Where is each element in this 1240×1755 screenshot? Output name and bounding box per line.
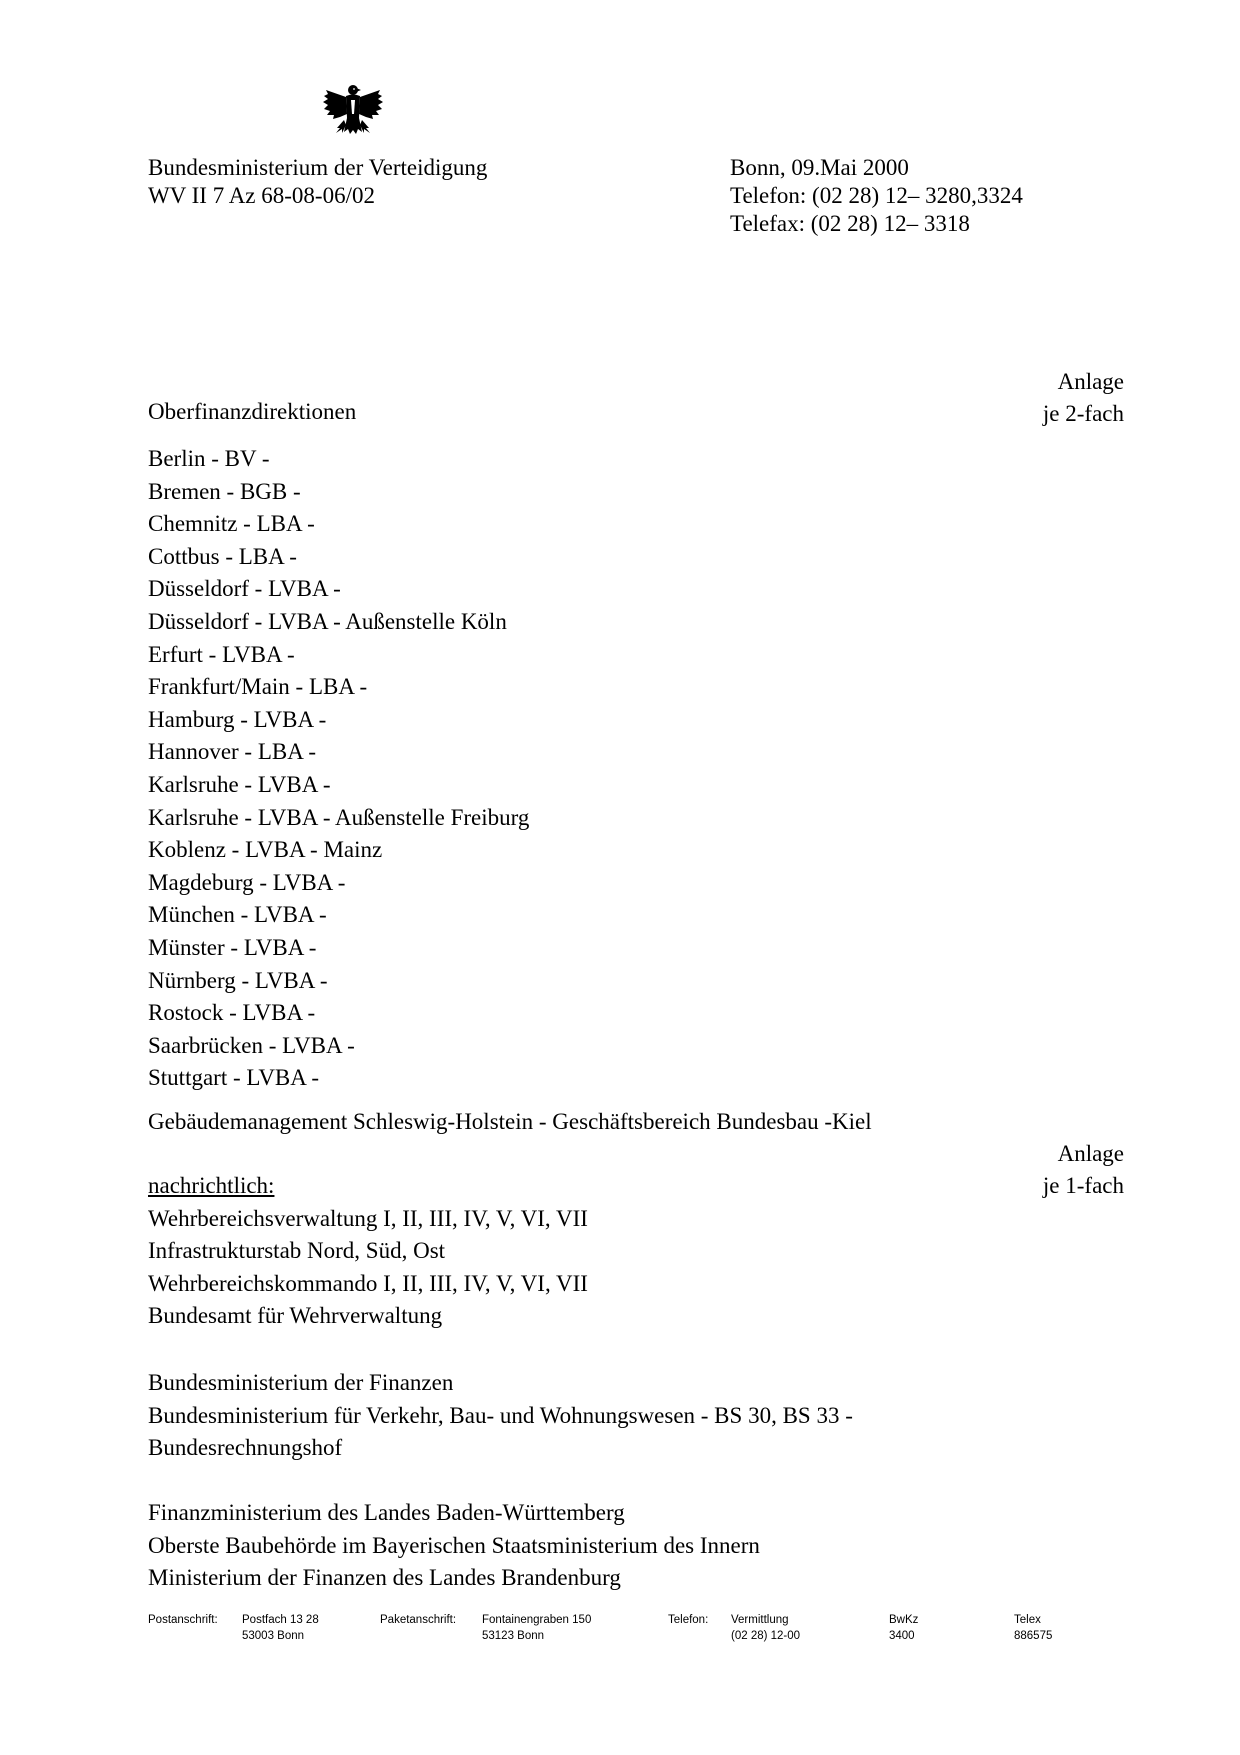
- list-item: Hannover - LBA -: [148, 739, 316, 765]
- list-item: Wehrbereichsverwaltung I, II, III, IV, V, VI, VII: [148, 1205, 588, 1231]
- list-item: Magdeburg - LVBA -: [148, 869, 346, 895]
- list-item: Düsseldorf - LVBA - Außenstelle Köln: [148, 608, 507, 634]
- recipient-extra: Gebäudemanagement Schleswig-Holstein - Geschäftsbereich Bundesbau -Kiel: [148, 1109, 872, 1134]
- list-item: Bundesrechnungshof: [148, 1435, 343, 1460]
- telefon-line: Telefon: (02 28) 12– 3280,3324: [730, 183, 1023, 208]
- postanschrift-address: [242, 1612, 319, 1644]
- paketanschrift-address: [482, 1612, 591, 1644]
- paketanschrift-line: 53123 Bonn: [482, 1630, 545, 1642]
- telefon-label: Telefon:: [668, 1614, 709, 1626]
- anlage-block-copies: [1043, 1138, 1124, 1202]
- anlage-label: Anlage: [1057, 1141, 1124, 1166]
- anlage-block-recipients: [1043, 366, 1124, 430]
- ministry-name: Bundesministerium der Verteidigung: [148, 155, 488, 180]
- telex-value: 886575: [1014, 1630, 1053, 1642]
- list-item: Infrastrukturstab Nord, Süd, Ost: [148, 1238, 446, 1263]
- anlage-count: je 1-fach: [1042, 1173, 1124, 1198]
- list-item: München - LVBA -: [148, 902, 327, 928]
- sender-block: [148, 154, 487, 210]
- list-item: Nürnberg - LVBA -: [148, 967, 328, 993]
- list-item: Bundesamt für Wehrverwaltung: [148, 1303, 443, 1328]
- list-item: Frankfurt/Main - LBA -: [148, 674, 368, 700]
- contact-block: [730, 154, 1023, 238]
- list-item: Oberste Baubehörde im Bayerischen Staatsministerium des Innern: [148, 1532, 760, 1558]
- list-item: Erfurt - LVBA -: [148, 641, 295, 667]
- postanschrift-label: Postanschrift:: [148, 1614, 218, 1626]
- list-item: Karlsruhe - LVBA -: [148, 771, 331, 797]
- anlage-count: je 2-fach: [1042, 401, 1124, 426]
- paketanschrift-label: Paketanschrift:: [380, 1614, 457, 1626]
- copies-group-states: [148, 1497, 760, 1595]
- bwkz: [889, 1612, 918, 1644]
- list-item: Finanzministerium des Landes Baden-Württemberg: [148, 1500, 625, 1525]
- place-date: Bonn, 09.Mai 2000: [730, 155, 909, 180]
- vermittlung-line: (02 28) 12-00: [731, 1630, 801, 1642]
- bundesadler-icon: [320, 80, 386, 146]
- list-item: Saarbrücken - LVBA -: [148, 1032, 355, 1058]
- vermittlung-line: Vermittlung: [731, 1614, 789, 1626]
- bwkz-value: 3400: [889, 1630, 915, 1642]
- copies-group-federal: [148, 1367, 853, 1465]
- list-item: Koblenz - LVBA - Mainz: [148, 837, 383, 863]
- recipients-title: Oberfinanzdirektionen: [148, 399, 357, 424]
- list-item: Bremen - BGB -: [148, 478, 301, 504]
- telex: [1014, 1612, 1052, 1644]
- list-item: Ministerium der Finanzen des Landes Brandenburg: [148, 1565, 621, 1590]
- list-item: Hamburg - LVBA -: [148, 706, 327, 732]
- bwkz-label: BwKz: [889, 1614, 919, 1626]
- list-item: Rostock - LVBA -: [148, 1000, 316, 1026]
- list-item: Münster - LVBA -: [148, 934, 317, 960]
- list-item: Düsseldorf - LVBA -: [148, 576, 341, 602]
- reference-number: WV II 7 Az 68-08-06/02: [148, 183, 375, 208]
- list-item: Cottbus - LBA -: [148, 543, 297, 569]
- list-item: Wehrbereichskommando I, II, III, IV, V, VI, VII: [148, 1270, 588, 1296]
- postanschrift-line: Postfach 13 28: [242, 1614, 319, 1626]
- list-item: Bundesministerium für Verkehr, Bau- und Wohnungswesen - BS 30, BS 33 -: [148, 1402, 853, 1428]
- telefax-line: Telefax: (02 28) 12– 3318: [730, 211, 970, 236]
- list-item: Bundesministerium der Finanzen: [148, 1370, 454, 1395]
- list-item: Berlin - BV -: [148, 446, 270, 471]
- copies-header: nachrichtlich:: [148, 1173, 275, 1198]
- list-item: Chemnitz - LBA -: [148, 511, 315, 537]
- postanschrift-line: 53003 Bonn: [242, 1630, 305, 1642]
- telex-label: Telex: [1014, 1614, 1041, 1626]
- paketanschrift-line: Fontainengraben 150: [482, 1614, 592, 1626]
- recipients-list: [148, 443, 529, 1095]
- list-item: Stuttgart - LVBA -: [148, 1065, 320, 1091]
- anlage-label: Anlage: [1057, 369, 1124, 394]
- vermittlung: [731, 1612, 800, 1644]
- list-item: Karlsruhe - LVBA - Außenstelle Freiburg: [148, 804, 530, 830]
- copies-section: [148, 1170, 588, 1333]
